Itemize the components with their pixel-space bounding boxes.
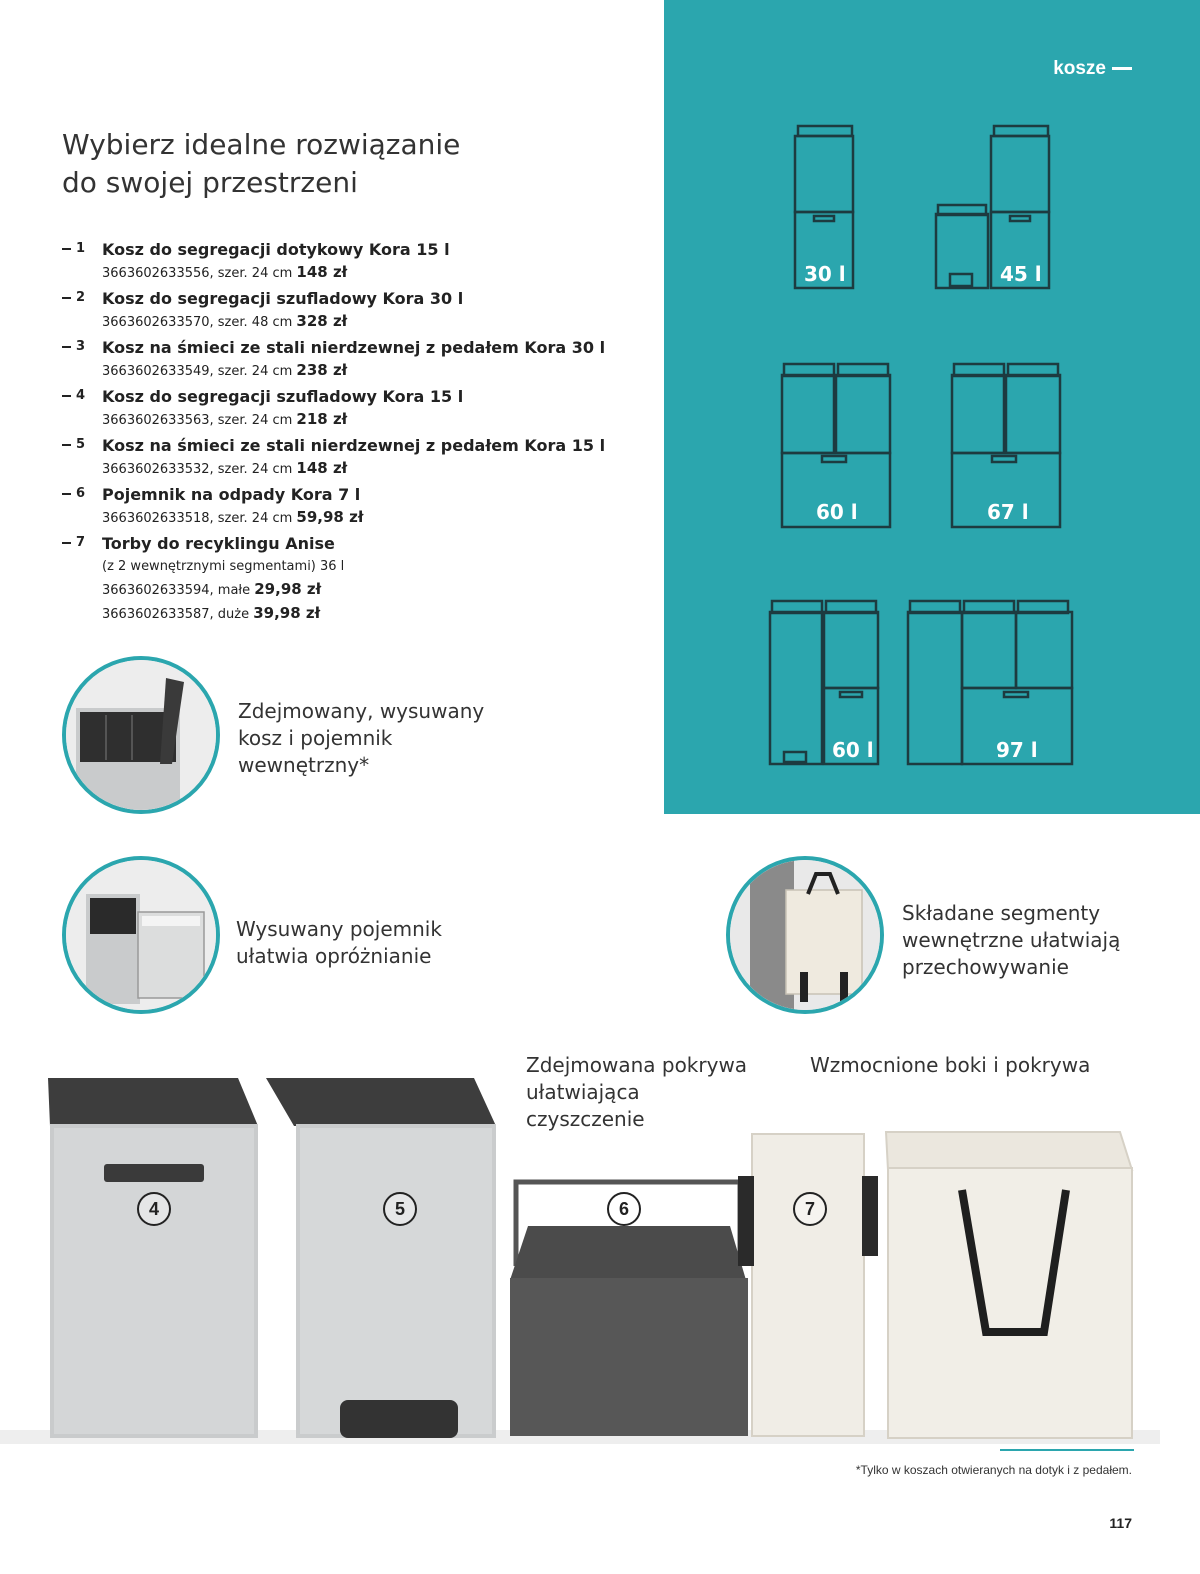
product-item-5: 5 Kosz na śmieci ze stali nierdzewnej z pedałem Kora 15 l 3663602633532, szer. 24 cm 148 zł [62, 434, 622, 481]
product-item-2: 2 Kosz do segregacji szufladowy Kora 30 l 3663602633570, szer. 48 cm 328 zł [62, 287, 622, 334]
product-photo-7-large-bag [886, 1132, 1132, 1438]
capacity-label-45l: 45 l [1000, 262, 1042, 286]
capacity-label-97l: 97 l [996, 738, 1038, 762]
product-item-6: 6 Pojemnik na odpady Kora 7 l 3663602633518, szer. 24 cm 59,98 zł [62, 483, 622, 530]
open-bin-icon [66, 660, 216, 810]
pullout-bin-icon [66, 860, 216, 1010]
feature-pullout-container: Wysuwany pojemnik ułatwia opróżnianie [236, 917, 442, 968]
page-number: 117 [1109, 1515, 1132, 1531]
section-tag: kosze [1053, 58, 1132, 80]
product-item-7: 7 Torby do recyklingu Anise (z 2 wewnętrznymi segmentami) 36 l 3663602633594, małe 29,98 zł 3663602633587, duże 39,98 zł [62, 532, 622, 626]
bin-diagram-97l [908, 601, 1072, 764]
product-photo-row [0, 1070, 1200, 1450]
feature-reinforced: Wzmocnione boki i pokrywa [810, 1053, 1091, 1077]
feature-foldable-segments: Składane segmenty wewnętrzne ułatwiają przechowywanie [902, 901, 1121, 979]
footnote: *Tylko w koszach otwieranych na dotyk i z pedałem. [855, 1463, 1132, 1477]
product-photo-7-small-bag [738, 1134, 878, 1436]
product-marker-6: 6 [607, 1192, 641, 1226]
product-marker-4: 4 [137, 1192, 171, 1226]
bag-carry-icon [730, 860, 880, 1010]
product-marker-5: 5 [383, 1192, 417, 1226]
page-heading: Wybierz idealne rozwiązanie do swojej przestrzeni [62, 128, 461, 199]
product-list [62, 238, 622, 628]
product-item-4: 4 Kosz do segregacji szufladowy Kora 15 l 3663602633563, szer. 24 cm 218 zł [62, 385, 622, 432]
product-photo-5 [266, 1078, 496, 1438]
feature-removable-bucket: Zdejmowany, wysuwany kosz i pojemnik wewnętrzny* [238, 699, 485, 777]
footnote-divider [1000, 1449, 1134, 1451]
capacity-label-60l-b: 60 l [832, 738, 874, 762]
capacity-label-60l: 60 l [816, 500, 858, 524]
detail-photo-foldable-segments [726, 856, 884, 1014]
product-item-3: 3 Kosz na śmieci ze stali nierdzewnej z pedałem Kora 30 l 3663602633549, szer. 24 cm 238 zł [62, 336, 622, 383]
capacity-label-30l: 30 l [804, 262, 846, 286]
detail-photo-removable-bucket [62, 656, 220, 814]
product-item-1: 1 Kosz do segregacji dotykowy Kora 15 l 3663602633556, szer. 24 cm 148 zł [62, 238, 622, 285]
product-marker-7: 7 [793, 1192, 827, 1226]
product-photo-4 [48, 1078, 258, 1438]
detail-photo-pullout-container [62, 856, 220, 1014]
capacity-label-67l: 67 l [987, 500, 1029, 524]
bin-diagrams [664, 0, 1200, 814]
feature-removable-lid: Zdejmowana pokrywa ułatwiająca czyszczenie [526, 1053, 748, 1131]
